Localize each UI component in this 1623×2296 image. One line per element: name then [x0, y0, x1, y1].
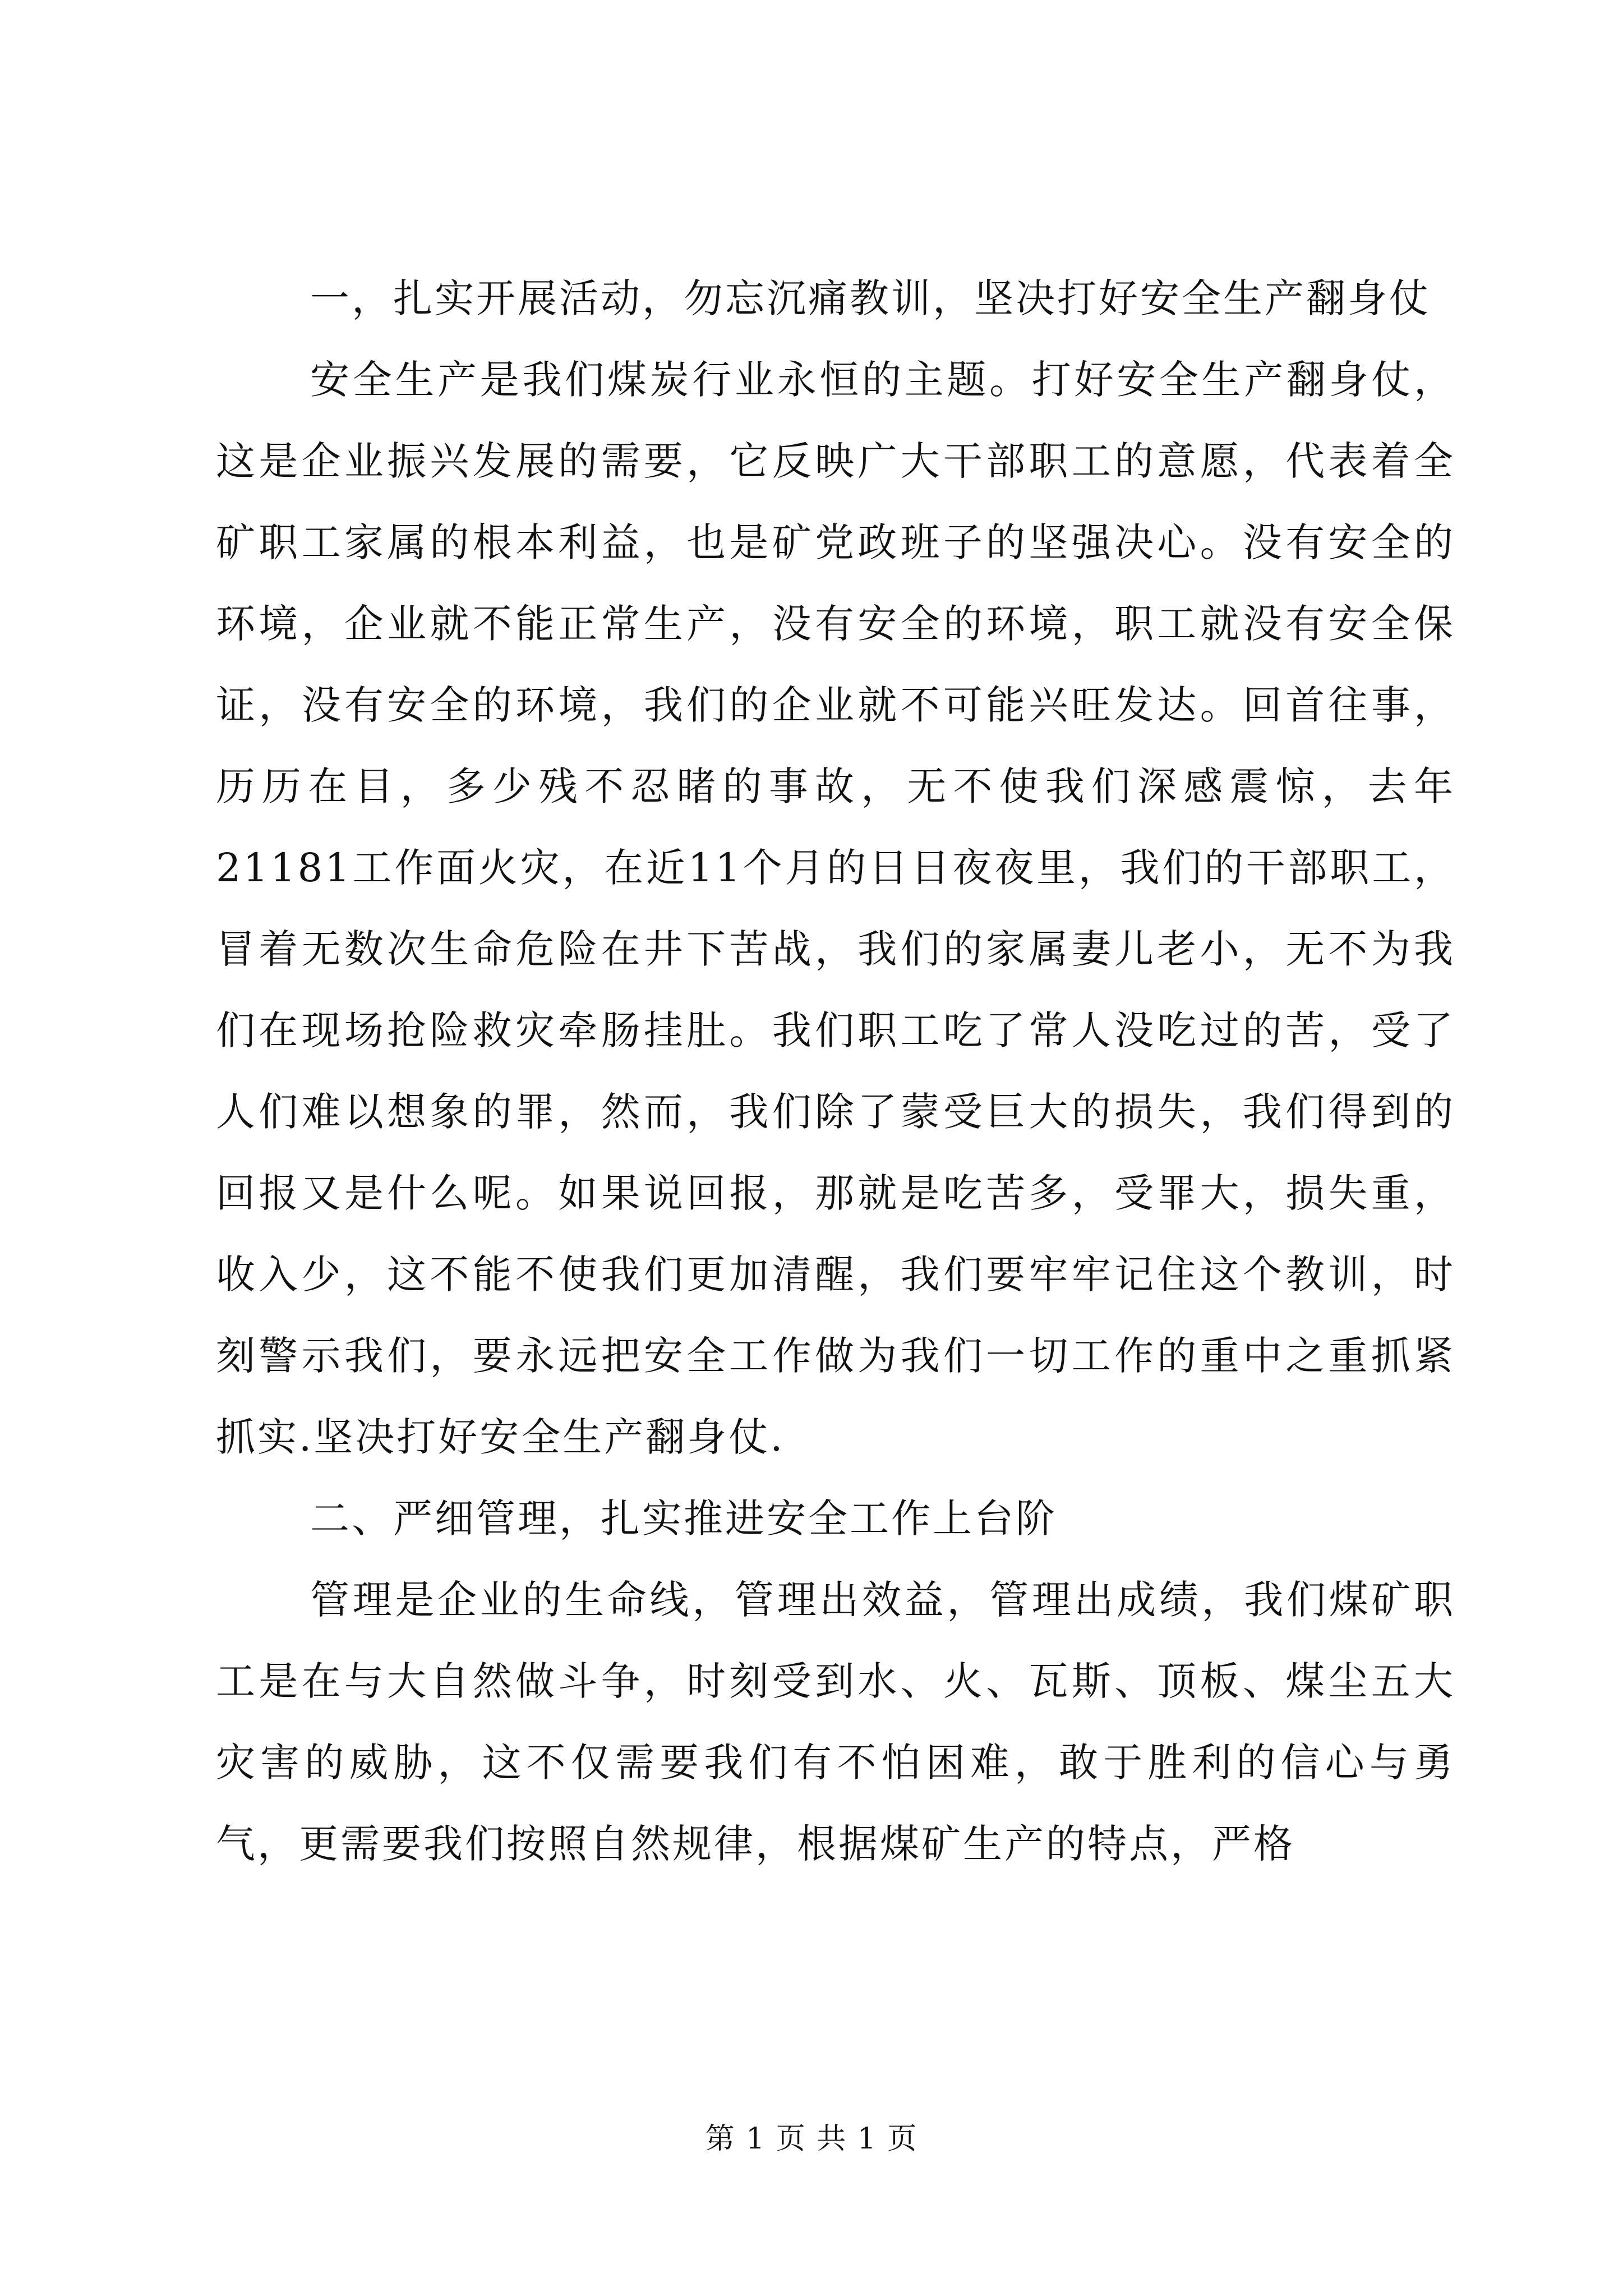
document-body [216, 258, 1455, 1885]
body-paragraph-2: 管理是企业的生命线，管理出效益，管理出成绩，我们煤矿职工是在与大自然做斗争，时刻受到水、火、瓦斯、顶板、煤尘五大灾害的威胁，这不仅需要我们有不怕困难，敢于胜利的信心与勇气，更需要我们按照自然规律，根据煤矿生产的特点，严格 [216, 1577, 1455, 1867]
section-heading-1: 一，扎实开展活动，勿忘沉痛教训，坚决打好安全生产翻身仗 [310, 275, 1431, 321]
section-heading-2: 二、严细管理，扎实推进安全工作上台阶 [310, 1496, 1057, 1542]
page-footer: 第 1 页 共 1 页 [705, 2122, 918, 2156]
body-paragraph-1: 安全生产是我们煤炭行业永恒的主题。打好安全生产翻身仗，这是企业振兴发展的需要，它反映广大干部职工的意愿，代表着全矿职工家属的根本利益，也是矿党政班子的坚强决心。没有安全的环境，企业就不能正常生产，没有安全的环境，职工就没有安全保证，没有安全的环境，我们的企业就不可能兴旺发达。回首往事，历历在目，多少残不忍睹的事故，无不使我们深感震惊，去年21181工作面火灾，在近11个月的日日夜夜里，我们的干部职工，冒着无数次生命危险在井下苦战，我们的家属妻儿老小，无不为我们在现场抢险救灾牵肠挂肚。我们职工吃了常人没吃过的苦，受了人们难以想象的罪，然而，我们除了蒙受巨大的损失，我们得到的回报又是什么呢。如果说回报，那就是吃苦多，受罪大，损失重，收入少，这不能不使我们更加清醒，我们要牢牢记住这个教训，时刻警示我们，要永远把安全工作做为我们一切工作的重中之重抓紧抓实.坚决打好安全生产翻身仗. [216, 357, 1455, 1460]
